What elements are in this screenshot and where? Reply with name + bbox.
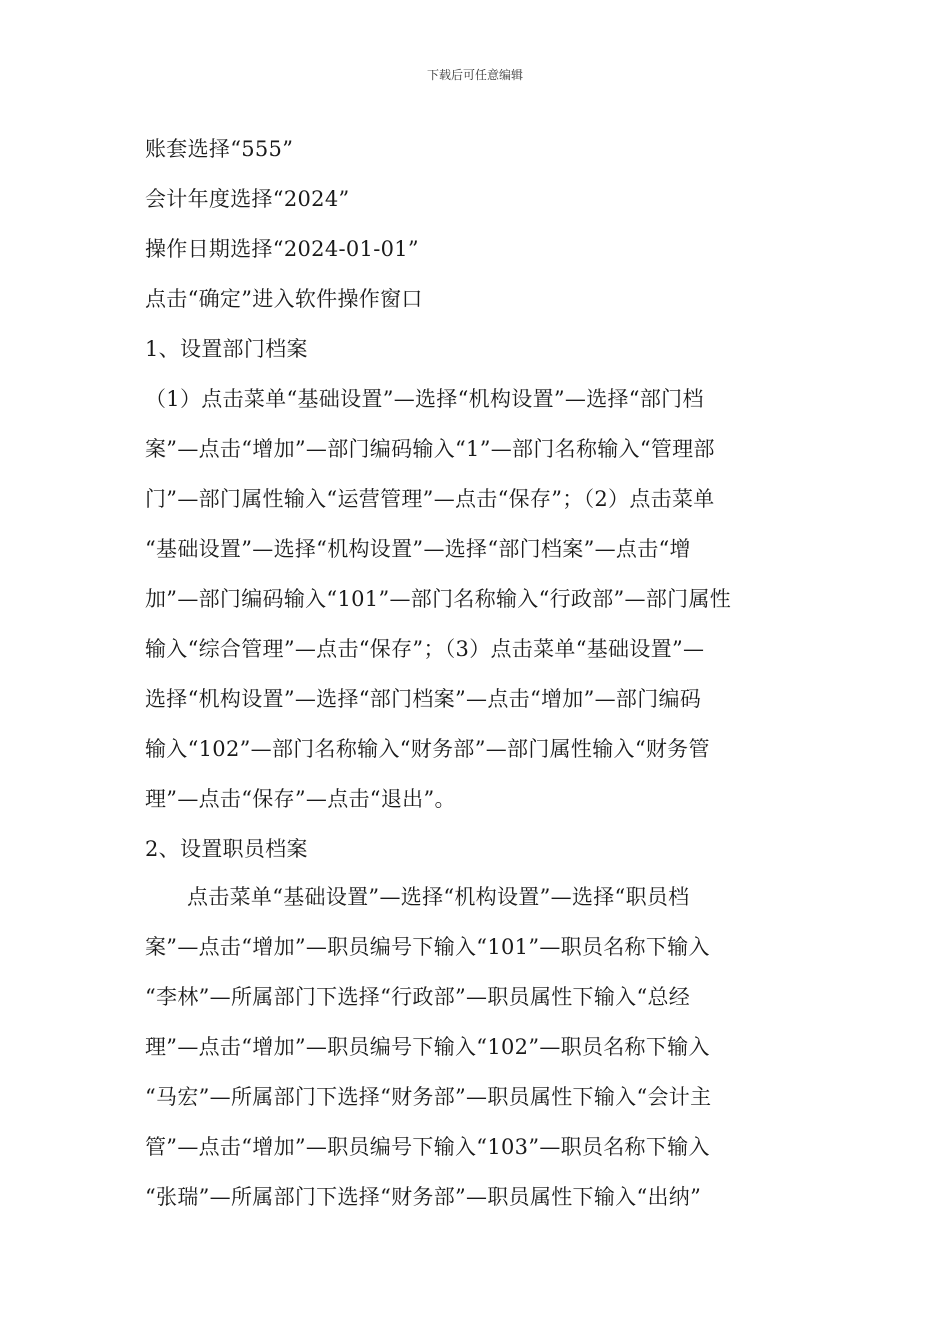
text-line: 输入“综合管理”—点击“保存”；（3）点击菜单“基础设置”— [145,637,705,661]
text-line: 选择“机构设置”—选择“部门档案”—点击“增加”—部门编码 [145,687,702,711]
text-line: “张瑞”—所属部门下选择“财务部”—职员属性下输入“出纳” [145,1185,702,1209]
text-line: 点击“确定”进入软件操作窗口 [145,287,423,311]
page-header: 下载后可任意编辑 [426,68,523,82]
text-line: 理”—点击“保存”—点击“退出”。 [145,787,456,811]
text-line: 管”—点击“增加”—职员编号下输入“103”—职员名称下输入 [145,1135,710,1159]
text-line: “基础设置”—选择“机构设置”—选择“部门档案”—点击“增 [145,537,691,561]
text-line: 输入“102”—部门名称输入“财务部”—部门属性输入“财务管 [145,737,710,761]
text-line: “马宏”—所属部门下选择“财务部”—职员属性下输入“会计主 [145,1085,712,1109]
text-line: 操作日期选择“2024-01-01” [145,237,419,261]
text-line: 会计年度选择“2024” [145,187,350,211]
text-line: 案”—点击“增加”—部门编码输入“1”—部门名称输入“管理部 [145,437,715,461]
text-line: 门”—部门属性输入“运营管理”—点击“保存”；（2）点击菜单 [145,487,715,511]
text-line: 账套选择“555” [145,137,294,161]
text-line: 案”—点击“增加”—职员编号下输入“101”—职员名称下输入 [145,935,710,959]
section-heading: 1、设置部门档案 [145,337,308,361]
text-line: （1）点击菜单“基础设置”—选择“机构设置”—选择“部门档 [145,387,704,411]
text-line: “李林”—所属部门下选择“行政部”—职员属性下输入“总经 [145,985,691,1009]
text-line: 点击菜单“基础设置”—选择“机构设置”—选择“职员档 [187,885,690,909]
text-line: 加”—部门编码输入“101”—部门名称输入“行政部”—部门属性 [145,587,732,611]
text-line: 理”—点击“增加”—职员编号下输入“102”—职员名称下输入 [145,1035,710,1059]
section-heading: 2、设置职员档案 [145,837,308,861]
